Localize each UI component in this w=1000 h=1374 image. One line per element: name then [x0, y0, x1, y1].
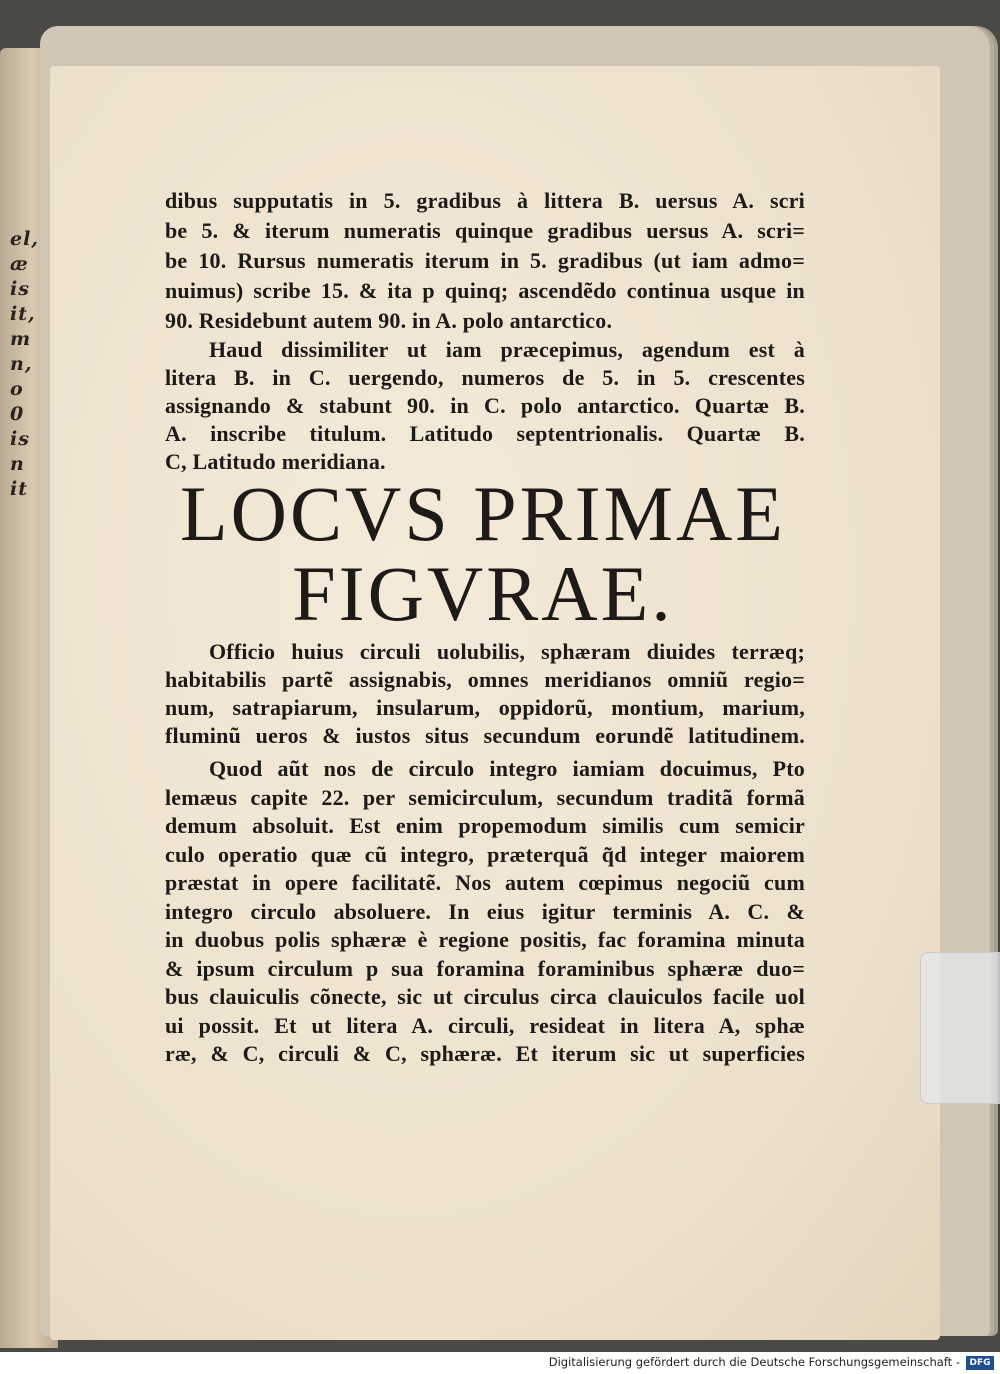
dfg-logo: DFG: [966, 1356, 994, 1370]
text-line: Officio huius circuli uolubilis, sphæram diuides terræq;: [209, 639, 805, 664]
text-line: litera B. in C. uergendo, numeros de 5. in 5. crescentes: [165, 365, 805, 390]
facing-page-fragment: o: [10, 378, 24, 400]
facing-page-fragment: m: [10, 328, 32, 350]
digitization-credit: Digitalisierung gefördert durch die Deutsche Forschungsgemeinschaft -: [548, 1355, 960, 1369]
section-title: [168, 470, 798, 637]
facing-page-fragment: n,: [10, 353, 33, 375]
text-line: 90. Residebunt autem 90. in A. polo antarctico.: [165, 308, 613, 333]
facing-page-fragment: el,: [10, 228, 39, 250]
text-line: assignando & stabunt 90. in C. polo antarctico. Quartæ B.: [165, 393, 805, 418]
text-line: nuimus) scribe 15. & ita p quinq; ascendẽdo continua usque in: [165, 278, 805, 303]
facing-page-fragment: 0: [10, 403, 25, 425]
text-line: habitabilis partẽ assignabis, omnes meridianos omniũ regio=: [165, 667, 805, 692]
text-line: be 5. & iterum numeratis quinque gradibus uersus A. scri=: [165, 218, 805, 243]
facing-page-fragment: is: [10, 278, 30, 300]
page-marker-tab: [920, 952, 1000, 1104]
text-line: dibus supputatis in 5. gradibus à littera B. uersus A. scri: [165, 188, 805, 213]
text-line: lemæus capite 22. per semicirculum, secundum traditã formã: [165, 784, 805, 810]
text-line: ui possit. Et ut litera A. circuli, resideat in litera A, sphæ: [165, 1012, 805, 1038]
paragraph-4: [165, 755, 805, 1069]
text-line: A. inscribe titulum. Latitudo septentrionalis. Quartæ B.: [165, 421, 805, 446]
text-line: præstat in opere facilitatẽ. Nos autem cœpimus negociũ cum: [165, 870, 805, 895]
facing-page-fragment: n: [10, 453, 25, 475]
text-line: bus clauiculis cõnecte, sic ut circulus circa clauiculos facile uol: [165, 984, 805, 1009]
facing-page-fragment: is: [10, 428, 30, 450]
text-line: integro circulo absoluere. In eius igitur terminis A. C. &: [165, 898, 805, 924]
text-line: in duobus polis sphæræ è regione positis, fac foramina minuta: [165, 927, 805, 952]
text-line: ræ, & C, circuli & C, sphæræ. Et iterum sic ut superficies: [165, 1041, 805, 1066]
text-line: Haud dissimiliter ut iam præcepimus, agendum est à: [209, 337, 805, 362]
text-line: be 10. Rursus numeratis iterum in 5. gradibus (ut iam admo=: [165, 248, 805, 273]
facing-page-fragment: æ: [10, 253, 29, 275]
text-line: & ipsum circulum p sua foramina foraminibus sphæræ duo=: [165, 955, 805, 981]
text-line: Quod aũt nos de circulo integro iamiam docuimus, Pto: [209, 756, 805, 781]
paragraph-2: [165, 336, 805, 476]
facing-page-fragment: it,: [10, 303, 36, 325]
title-line-2: FIGVRAE.: [292, 550, 674, 637]
text-line: num, satrapiarum, insularum, oppidorũ, montium, marium,: [165, 695, 805, 720]
paragraph-1: [165, 186, 805, 336]
text-line: culo operatio quæ cũ integro, præterquã q̃d integer maiorem: [165, 841, 805, 867]
paragraph-3: [165, 638, 805, 750]
text-line: fluminũ ueros & iustos situs secundum eorundẽ latitudinem.: [165, 723, 805, 748]
footer-bar: [0, 1352, 1000, 1374]
text-line: demum absoluit. Est enim propemodum similis cum semicir: [165, 813, 805, 838]
title-line-1: LOCVS PRIMAE: [180, 470, 786, 557]
facing-page-fragment: it: [10, 478, 28, 500]
text-line: C, Latitudo meridiana.: [165, 449, 386, 474]
